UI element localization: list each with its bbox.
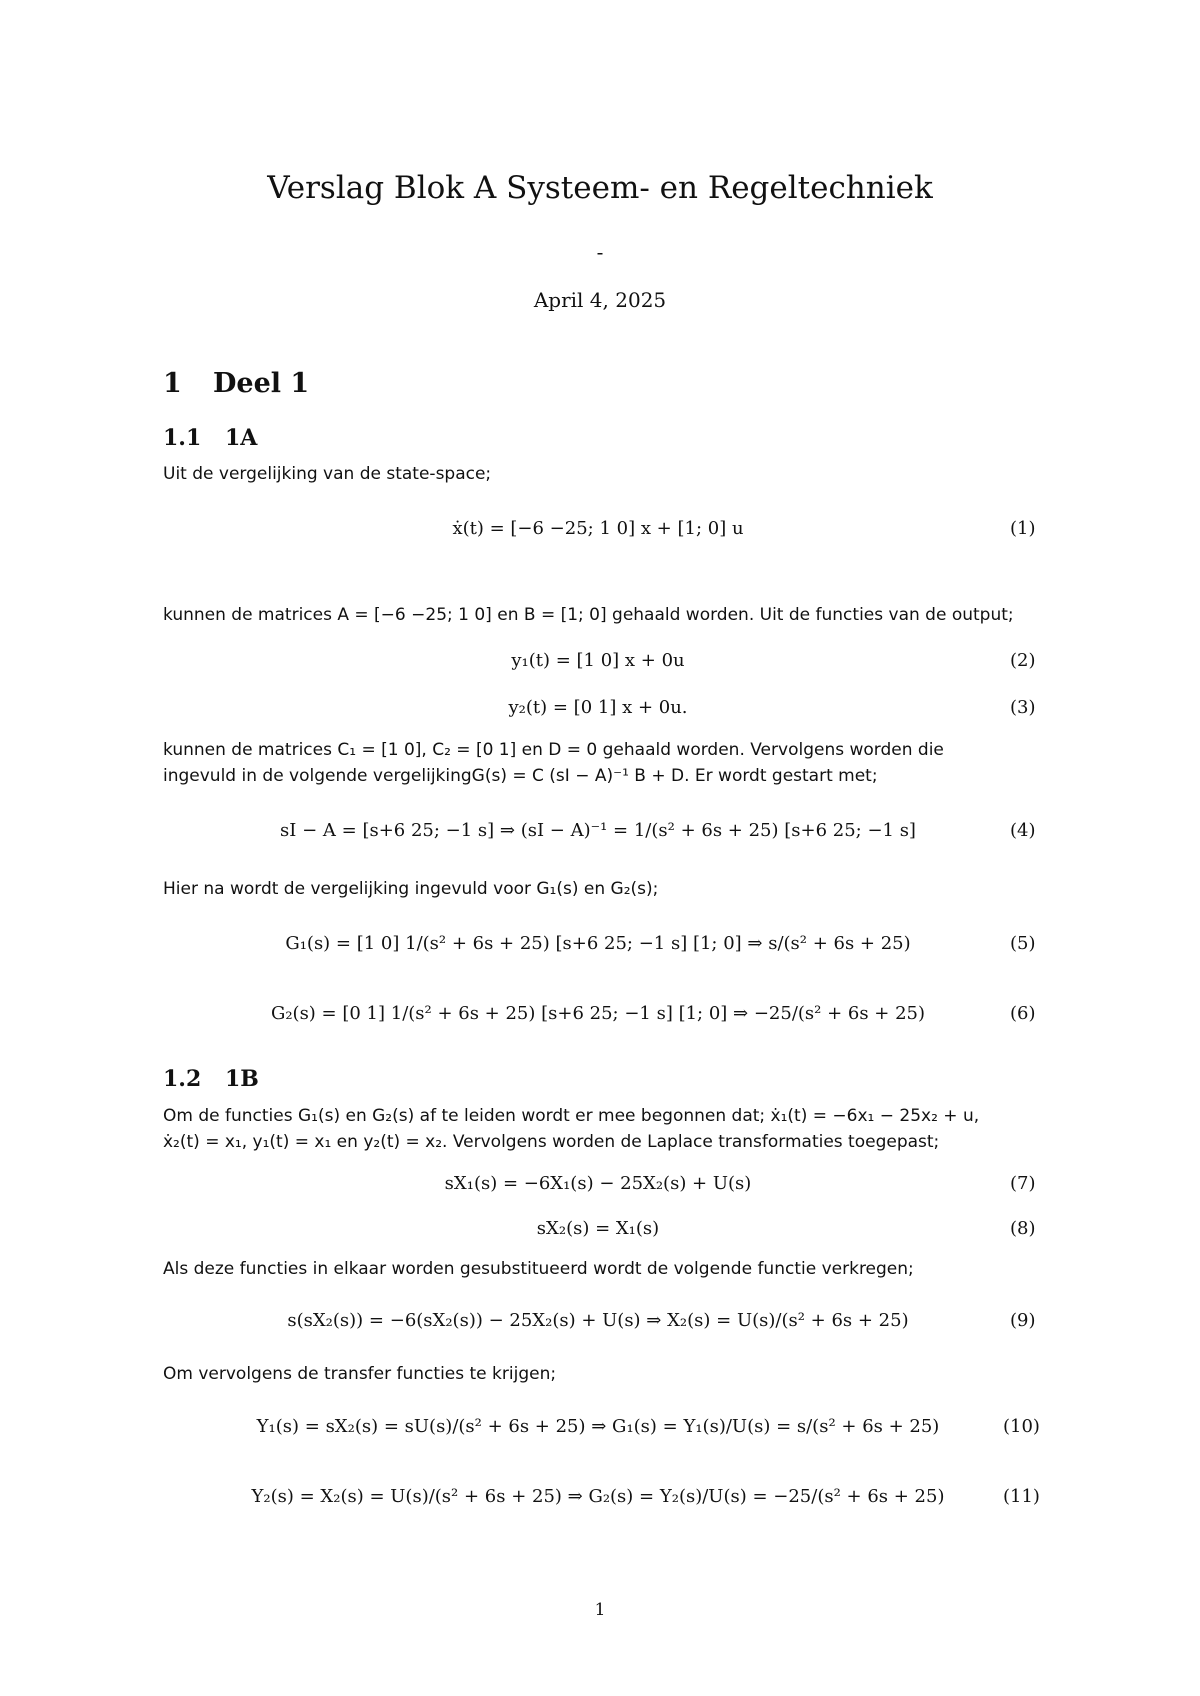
paragraph-line: kunnen de matrices C₁ = [1 0], C₂ = [0 1] en D = 0 gehaald worden. Vervolgens worden die [163, 740, 944, 760]
equation-text: y₂(t) = [0 1] x + 0u. [508, 697, 688, 718]
equation-number: (2) [1010, 650, 1036, 671]
paragraph: Om vervolgens de transfer functies te krijgen; [163, 1364, 557, 1384]
subsection-title: 1B [225, 1066, 259, 1092]
subsection-heading [163, 425, 257, 451]
equation-number: (7) [1010, 1173, 1036, 1194]
equation-number: (4) [1010, 820, 1036, 841]
equation-1 [163, 518, 1033, 539]
equation-5 [163, 933, 1033, 954]
equation-2 [163, 650, 1033, 671]
section-number: 1 [163, 368, 182, 399]
text: gehaald worden. Uit de functies van de output; [612, 605, 1014, 625]
author: - [596, 240, 604, 264]
equation-text: G₁(s) = [1 0] 1/(s² + 6s + 25) [s+6 25; −1 s] [1; 0] ⇒ s/(s² + 6s + 25) [285, 933, 911, 954]
equation-text: sX₂(s) = X₁(s) [536, 1218, 660, 1239]
equation-text: Y₂(s) = X₂(s) = U(s)/(s² + 6s + 25) ⇒ G₂(s) = Y₂(s)/U(s) = −25/(s² + 6s + 25) [251, 1486, 945, 1507]
equation-number: (6) [1010, 1003, 1036, 1024]
section-heading [163, 368, 309, 399]
equation-text: y₁(t) = [1 0] x + 0u [511, 650, 685, 671]
equation-text: Y₁(s) = sX₂(s) = sU(s)/(s² + 6s + 25) ⇒ G₁(s) = Y₁(s)/U(s) = s/(s² + 6s + 25) [256, 1416, 940, 1437]
equation-number: (10) [1003, 1416, 1040, 1437]
paragraph: Als deze functies in elkaar worden gesubstitueerd wordt de volgende functie verkregen; [163, 1259, 914, 1279]
matrix-A: [−6 −25; 1 0] [374, 605, 492, 625]
subsection-number: 1.2 [163, 1066, 202, 1092]
equation-9 [163, 1310, 1033, 1331]
equation-number: (11) [1003, 1486, 1040, 1507]
equation-number: (9) [1010, 1310, 1036, 1331]
equation-text: s(sX₂(s)) = −6(sX₂(s)) − 25X₂(s) + U(s) ⇒ X₂(s) = U(s)/(s² + 6s + 25) [287, 1310, 909, 1331]
equation-text: sI − A = [s+6 25; −1 s] ⇒ (sI − A)⁻¹ = 1/(s² + 6s + 25) [s+6 25; −1 s] [280, 820, 916, 841]
equation-11 [163, 1486, 1033, 1507]
paragraph-line: ẋ₂(t) = x₁, y₁(t) = x₁ en y₂(t) = x₂. Vervolgens worden de Laplace transformaties toegepast; [163, 1132, 940, 1152]
section-title: Deel 1 [213, 368, 310, 399]
subsection-number: 1.1 [163, 425, 202, 451]
equation-text: G₂(s) = [0 1] 1/(s² + 6s + 25) [s+6 25; −1 s] [1; 0] ⇒ −25/(s² + 6s + 25) [270, 1003, 926, 1024]
equation-text: sX₁(s) = −6X₁(s) − 25X₂(s) + U(s) [444, 1173, 752, 1194]
text: kunnen de matrices A = [163, 605, 369, 625]
text: en B = [497, 605, 556, 625]
equation-6 [163, 1003, 1033, 1024]
date: April 4, 2025 [533, 288, 667, 312]
paragraph-line: ingevuld in de volgende vergelijkingG(s) = C (sI − A)⁻¹ B + D. Er wordt gestart met; [163, 766, 878, 786]
paragraph-line: Om de functies G₁(s) en G₂(s) af te leiden wordt er mee begonnen dat; ẋ₁(t) = −6x₁ − 25x₂ + u, [163, 1106, 980, 1126]
equation-number: (1) [1010, 518, 1036, 539]
subsection-heading [163, 1066, 259, 1092]
paragraph: Hier na wordt de vergelijking ingevuld voor G₁(s) en G₂(s); [163, 879, 659, 899]
paragraph: Uit de vergelijking van de state-space; [163, 464, 492, 484]
equation-10 [163, 1416, 1033, 1437]
equation-4 [163, 820, 1033, 841]
equation-text: ẋ(t) = [−6 −25; 1 0] x + [1; 0] u [452, 518, 744, 539]
equation-7 [163, 1173, 1033, 1194]
equation-number: (5) [1010, 933, 1036, 954]
subsection-title: 1A [225, 425, 258, 451]
equation-number: (3) [1010, 697, 1036, 718]
equation-3 [163, 697, 1033, 718]
paragraph [163, 602, 1014, 628]
page-number: 1 [594, 1600, 606, 1620]
document-title: Verslag Blok A Systeem- en Regeltechniek [267, 170, 933, 206]
equation-number: (8) [1010, 1218, 1036, 1239]
matrix-B: [1; 0] [560, 605, 607, 625]
equation-8 [163, 1218, 1033, 1239]
